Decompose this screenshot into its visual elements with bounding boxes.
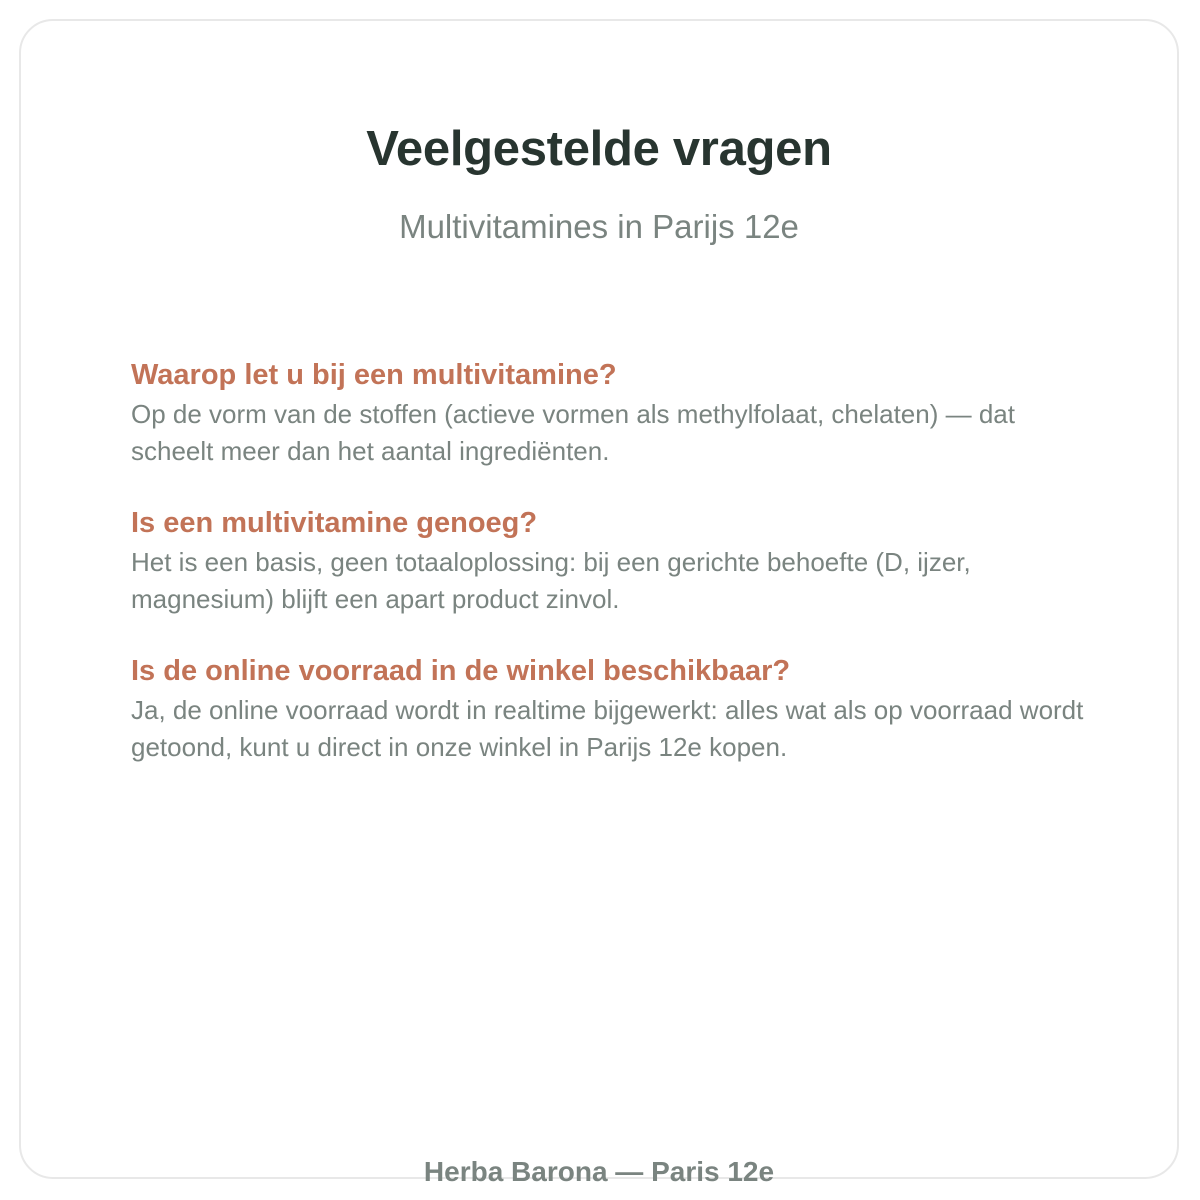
faq-question: Is een multivitamine genoeg? — [131, 507, 538, 539]
faq-card — [19, 19, 1179, 1187]
page-subtitle: Multivitamines in Parijs 12e — [399, 208, 799, 245]
faq-answer: Op de vorm van de stoffen (actieve vormen als methylfolaat, chelaten) — dat scheelt meer dan het aantal ingrediënten. — [131, 399, 1015, 466]
faq-answer: Ja, de online voorraad wordt in realtime bijgewerkt: alles wat als op voorraad wordt getoond, kunt u direct in onze winkel in Parijs 12e kopen. — [131, 695, 1084, 762]
faq-item — [131, 504, 1101, 618]
faq-list — [131, 356, 1101, 800]
footer-brand: Herba Barona — Paris 12e — [423, 1156, 775, 1187]
page-title: Veelgestelde vragen — [366, 122, 832, 176]
faq-answer: Het is een basis, geen totaaloplossing: bij een gerichte behoefte (D, ijzer, magnesium) blijft een apart product zinvol. — [131, 547, 971, 614]
faq-item — [131, 652, 1101, 766]
faq-item — [131, 356, 1101, 470]
faq-question: Waarop let u bij een multivitamine? — [131, 359, 617, 391]
faq-question: Is de online voorraad in de winkel beschikbaar? — [131, 655, 791, 687]
